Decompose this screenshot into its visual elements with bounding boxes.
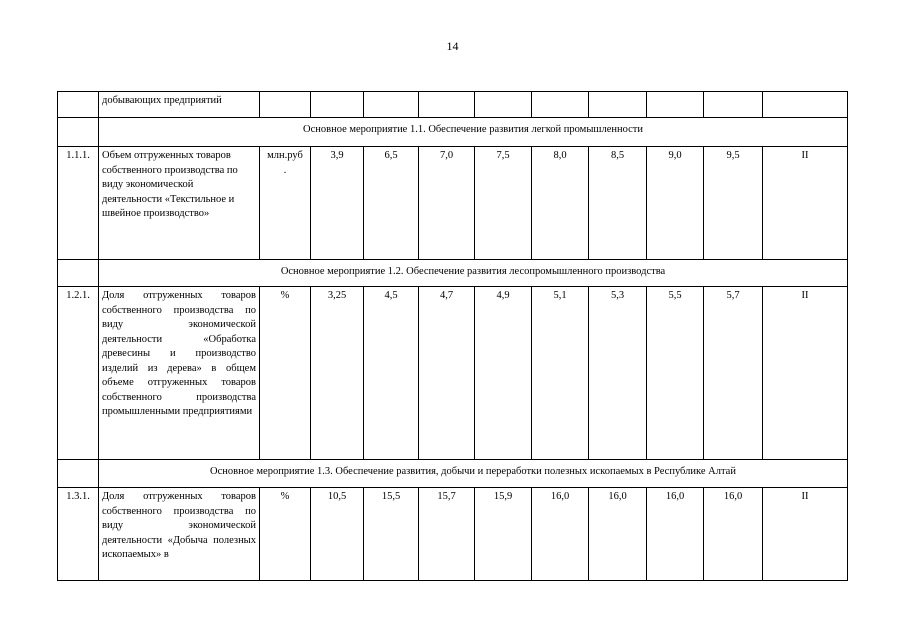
indicator-description: Доля отгруженных товаров собственного производства по виду экономической деятельности «Обработка древесины и производство изделий из дерева» в общем объеме отгруженных товаров собственного производства промышленными предприятиями: [99, 287, 260, 460]
unit-cell: [260, 92, 311, 118]
table-row: [58, 147, 848, 260]
value-cell: 6,5: [364, 147, 419, 260]
section-row: [58, 118, 848, 147]
value-cell: 15,7: [419, 488, 475, 581]
value-cell: 3,25: [311, 287, 364, 460]
table-row: [58, 92, 848, 118]
value-cell: 9,5: [704, 147, 763, 260]
row-number-cell: [58, 118, 99, 147]
section-row: [58, 460, 848, 488]
row-number-cell: [58, 260, 99, 287]
indicators-table: [57, 91, 848, 581]
value-cell: 5,1: [532, 287, 589, 460]
indicator-description: добывающих предприятий: [99, 92, 260, 118]
value-cell: [704, 92, 763, 118]
unit-cell: млн.руб .: [260, 147, 311, 260]
value-cell: 10,5: [311, 488, 364, 581]
value-cell: [419, 92, 475, 118]
value-cell: [532, 92, 589, 118]
row-number-cell: 1.1.1.: [58, 147, 99, 260]
row-number-cell: 1.2.1.: [58, 287, 99, 460]
category-cell: II: [763, 147, 848, 260]
indicator-description: Объем отгруженных товаров собственного производства по виду экономической деятельности «Текстильное и швейное производство»: [99, 147, 260, 260]
category-cell: II: [763, 488, 848, 581]
value-cell: 8,0: [532, 147, 589, 260]
value-cell: 5,5: [647, 287, 704, 460]
value-cell: 16,0: [532, 488, 589, 581]
value-cell: 15,5: [364, 488, 419, 581]
value-cell: 4,9: [475, 287, 532, 460]
value-cell: 15,9: [475, 488, 532, 581]
unit-cell: %: [260, 488, 311, 581]
indicator-description: Доля отгруженных товаров собственного производства по виду экономической деятельности «Добыча полезных ископаемых» в: [99, 488, 260, 581]
row-number-cell: [58, 92, 99, 118]
value-cell: 16,0: [589, 488, 647, 581]
table-row: [58, 488, 848, 581]
value-cell: 16,0: [704, 488, 763, 581]
unit-cell: %: [260, 287, 311, 460]
row-number-cell: 1.3.1.: [58, 488, 99, 581]
row-number-cell: [58, 460, 99, 488]
value-cell: 3,9: [311, 147, 364, 260]
value-cell: [364, 92, 419, 118]
value-cell: 5,3: [589, 287, 647, 460]
section-title: Основное мероприятие 1.1. Обеспечение развития легкой промышленности: [99, 118, 848, 147]
value-cell: [589, 92, 647, 118]
value-cell: 4,7: [419, 287, 475, 460]
value-cell: [763, 92, 848, 118]
category-cell: II: [763, 287, 848, 460]
value-cell: 16,0: [647, 488, 704, 581]
page-number: 14: [446, 39, 459, 53]
section-title: Основное мероприятие 1.3. Обеспечение развития, добычи и переработки полезных ископаемых в Республике Алтай: [99, 460, 848, 488]
value-cell: 7,5: [475, 147, 532, 260]
value-cell: [475, 92, 532, 118]
value-cell: [311, 92, 364, 118]
value-cell: 9,0: [647, 147, 704, 260]
section-title: Основное мероприятие 1.2. Обеспечение развития лесопромышленного производства: [99, 260, 848, 287]
value-cell: [647, 92, 704, 118]
table-row: [58, 287, 848, 460]
value-cell: 5,7: [704, 287, 763, 460]
section-row: [58, 260, 848, 287]
value-cell: 4,5: [364, 287, 419, 460]
value-cell: 8,5: [589, 147, 647, 260]
value-cell: 7,0: [419, 147, 475, 260]
